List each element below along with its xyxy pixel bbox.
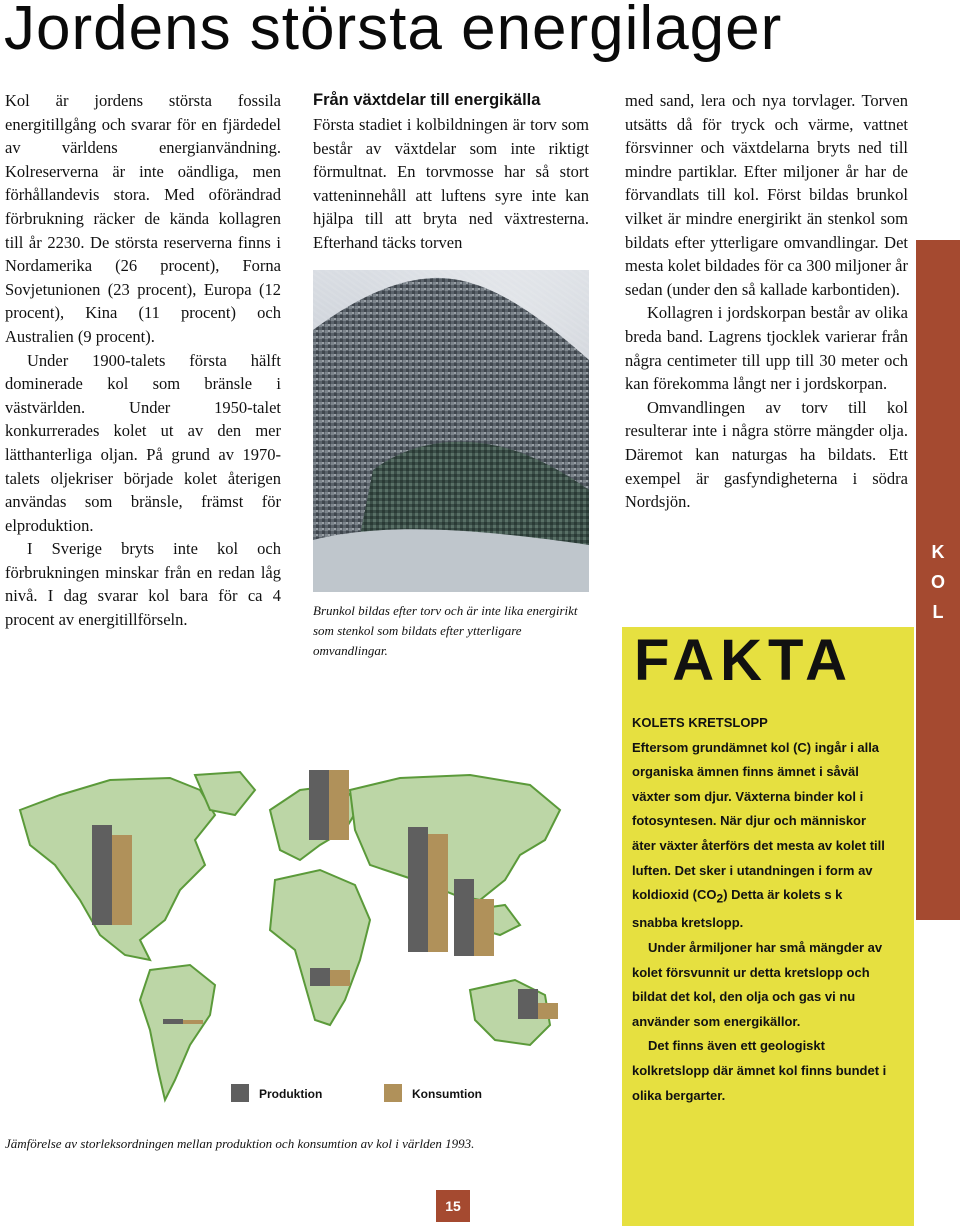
column-1 (5, 89, 281, 632)
map-caption: Jämförelse av storleksordningen mellan produktion och konsumtion av kol i världen 1993. (5, 1136, 475, 1151)
fakta-body (632, 711, 887, 1108)
bar-production-former-soviet-union (454, 879, 474, 956)
col2-paragraph-1: Första stadiet i kolbildningen är torv som består av växtdelar som inte riktigt förmultnat. En torvmosse har så stort vatteninnehåll att luftens syre inte kan hjälpa till att bryta ned växtresterna. Efterhand täcks torven (313, 115, 589, 252)
landmass-africa (270, 870, 370, 1025)
lignite-pile-photo (313, 270, 589, 592)
col2-heading: Från växtdelar till energikälla (313, 91, 541, 109)
section-tab-letter: K (931, 542, 945, 562)
col1-paragraph-2: Under 1900-talets första hälft dominerade kol som bränsle i västvärlden. Under 1950-talet konkurrerades kolet ut av den mer lätthanterliga oljan. På grund av 1970-talets oljekriser började kolet återigen användas som bränsle, främst för elproduktion. (5, 350, 281, 535)
legend-swatch-production (231, 1084, 249, 1102)
col1-paragraph-3: I Sverige bryts inte kol och förbrukningen minskar från en redan låg nivå. I dag svarar kol bara för ca 4 procent av energitillförseln. (5, 539, 281, 630)
bar-consumption-europe (329, 770, 349, 840)
column-3 (625, 89, 908, 514)
bar-consumption-south-america (183, 1020, 203, 1024)
fakta-heading: FAKTA (634, 628, 854, 693)
bar-production-africa (310, 968, 330, 986)
fakta-box (622, 627, 914, 1226)
bar-consumption-africa (330, 970, 350, 986)
fakta-p1-text: Eftersom grundämnet kol (C) ingår i alla organiska ämnen finns ämnet i såväl växter som djur. Växterna binder kol i fotosyntesen. När djur och människor äter växter återförs det mesta av kolet till luften. Det sker i utandningen i form av koldioxid (CO (632, 739, 885, 903)
bar-consumption-north-america (112, 835, 132, 925)
bar-consumption-asia (428, 834, 448, 952)
col3-paragraph-3: Omvandlingen av torv till kol resulterar inte i några större mängder olja. Däremot kan naturgas ha bildats. Ett exempel är gasfyndigheterna i södra Nordsjön. (625, 397, 908, 512)
page-title: Jordens största energilager (4, 0, 783, 63)
legend-swatch-consumption (384, 1084, 402, 1102)
bar-consumption-australia (538, 1003, 558, 1019)
legend-label-production: Produktion (259, 1087, 323, 1101)
fakta-paragraph-3: Det finns även ett geologiskt kolkretslopp där ämnet kol finns bundet i olika bergarter. (632, 1038, 887, 1103)
page-number: 15 (436, 1190, 470, 1222)
bar-production-australia (518, 989, 538, 1019)
col3-paragraph-1: med sand, lera och nya torvlager. Torven utsätts då för tryck och värme, vattnet försvinner och växtdelarna bryts ned till mindre partiklar. Efter miljoner år har de förvandlats till kol. Först bildas brunkol vilket är mindre energirikt än stenkol som bildats efter ytterligare omvandlingar. Det mesta kolet bildades för ca 300 miljoner år sedan (under den så kallade karbontiden). (625, 91, 908, 299)
fakta-subheading: KOLETS KRETSLOPP (632, 715, 768, 730)
bar-production-asia (408, 827, 428, 952)
section-tab-letters (916, 537, 960, 627)
landmass-south-america (140, 965, 215, 1100)
column-2 (313, 89, 589, 255)
bar-consumption-former-soviet-union (474, 899, 494, 956)
col3-paragraph-2: Kollagren i jordskorpan består av olika breda band. Lagrens tjocklek varierar från några centimeter till upp till 30 meter och kan förekomma långt ner i jordskorpan. (625, 303, 908, 394)
fakta-paragraph-1 (632, 736, 887, 936)
col1-paragraph-1: Kol är jordens största fossila energitillgång och svarar för en fjärdedel av världens energianvändning. Kolreserverna är inte oändliga, men förhållandevis stora. Med oförändrad förbrukning räcker de kända kollagren till år 2230. De största reserverna finns i Nordamerika (26 procent), Forna Sovjetunionen (23 procent), Europa (12 procent), Kina (11 procent) och Australien (9 procent). (5, 91, 281, 346)
photo-caption: Brunkol bildas efter torv och är inte lika energirikt som stenkol som bildats efter ytterligare omvandlingar. (313, 603, 578, 658)
world-coal-map (0, 770, 590, 1110)
fakta-paragraph-2: Under årmiljoner har små mängder av kolet försvunnit ur detta kretslopp och bildat det kol, den olja och gas vi nu använder som energikällor. (632, 939, 883, 1029)
fakta-p1-text-end: ) Detta är kolets s k snabba kretslopp. (632, 887, 843, 931)
section-tab-letter: O (930, 572, 945, 592)
legend-label-consumption: Konsumtion (412, 1087, 482, 1101)
section-tab-letter: L (932, 602, 944, 622)
section-tab (916, 240, 960, 920)
bar-production-north-america (92, 825, 112, 925)
bar-production-europe (309, 770, 329, 840)
bar-production-south-america (163, 1019, 183, 1024)
lignite-pile-illustration (313, 270, 589, 592)
co2-subscript: 2 (716, 891, 724, 906)
